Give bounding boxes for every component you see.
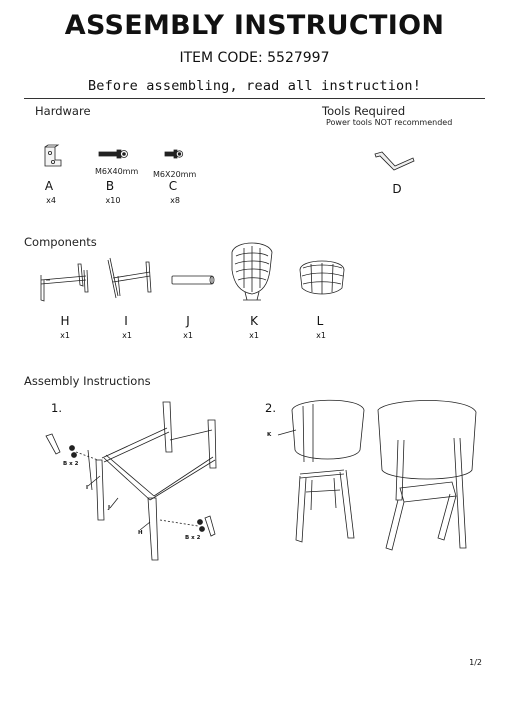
step-1-callout-b-right: B x 2: [185, 535, 201, 541]
tool-d-letter: D: [392, 182, 402, 196]
step-2-diagram: [278, 400, 476, 550]
component-l-qty: x1: [316, 331, 326, 340]
component-h-letter: H: [60, 314, 70, 328]
step-1-callout-i: I: [86, 485, 89, 491]
hardware-a-qty: x4: [46, 196, 56, 205]
hardware-c-qty: x8: [170, 196, 180, 205]
component-j-letter: J: [186, 314, 190, 328]
item-code: ITEM CODE: 5527997: [179, 50, 330, 66]
component-j-crossbar-icon: [172, 276, 214, 284]
hardware-heading: Hardware: [35, 104, 91, 118]
components-heading: Components: [24, 235, 97, 249]
document-title: ASSEMBLY INSTRUCTION: [64, 10, 445, 41]
assembly-heading: Assembly Instructions: [24, 374, 151, 388]
component-h-frame-icon: [41, 264, 88, 301]
component-k-letter: K: [250, 314, 258, 328]
component-i-letter: I: [124, 314, 128, 328]
read-instructions-warning: Before assembling, read all instruction!: [87, 78, 422, 94]
hardware-c-letter: C: [168, 179, 178, 193]
step-1-callout-h: H: [138, 530, 143, 536]
component-i-qty: x1: [122, 331, 132, 340]
tools-heading: Tools Required: [322, 104, 406, 118]
allen-key-d-icon: [375, 152, 414, 170]
hardware-a-letter: A: [44, 179, 54, 193]
component-i-frame-icon: [108, 258, 151, 298]
bolt-m6x40-icon: [99, 150, 128, 158]
step-1-callout-b-left: B x 2: [63, 461, 79, 467]
step-1-callout-j: J: [108, 505, 111, 511]
component-l-cushion-icon: [300, 261, 344, 294]
step-2-number: 2.: [265, 401, 276, 415]
step-1-number: 1.: [51, 401, 62, 415]
component-k-seat-icon: [232, 243, 272, 300]
hardware-b-letter: B: [105, 179, 115, 193]
component-j-qty: x1: [183, 331, 193, 340]
bolt-m6x20-icon: [165, 150, 183, 158]
hardware-b-spec: M6X40mm: [95, 167, 139, 176]
step-1-diagram: [46, 402, 216, 560]
page-number: 1/2: [469, 658, 482, 667]
hardware-c-spec: M6X20mm: [153, 170, 197, 179]
step-2-callout-k: K: [267, 432, 272, 438]
bracket-a-icon: [45, 145, 61, 166]
hardware-b-qty: x10: [105, 196, 121, 205]
tools-note: Power tools NOT recommended: [326, 118, 453, 127]
component-l-letter: L: [316, 314, 324, 328]
component-k-qty: x1: [249, 331, 259, 340]
component-h-qty: x1: [60, 331, 70, 340]
